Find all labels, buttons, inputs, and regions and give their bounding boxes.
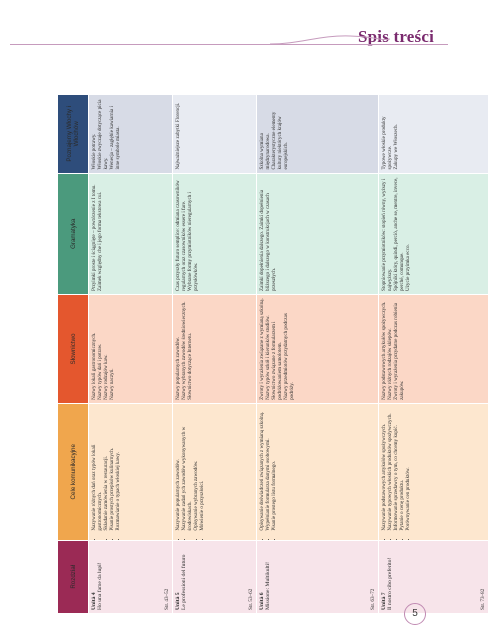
unit-title: Missione: Multikulti! — [265, 561, 272, 610]
list-item: • Porównywanie cen produktów. — [405, 407, 411, 531]
vocabulary-cell: Nazwy lokali gastronomicznych. Nazwy typów dań i potraw. Nazwy rodzajów kaw. Nazwy naczyń. — [89, 295, 173, 404]
unit-title: Il nostro cibo preferito! — [387, 557, 394, 610]
column-header-culture: Poznajemy Włochy i Włochów — [58, 95, 89, 174]
list-item: • Nazywanie podstawowych artykułów spożywczych. — [381, 407, 387, 531]
column-header-communication: Cele komunikacyjne — [58, 403, 89, 540]
page-title: Spis treści — [357, 27, 434, 46]
vocabulary-cell: Nazwy podstawowych artykułów spożywczych. Nazwy różnych rodzajów sklepów. Zwroty i wyrażenia przydatne podczas robienia zakupów. — [379, 295, 489, 404]
unit-pages: Str. 53–62 — [247, 588, 254, 610]
list-item: • Pisanie prostego listu formalnego. — [271, 407, 277, 531]
vocabulary-cell: Nazwy popularnych zawodów. Nazwy wybranych zawodów średniowiecznych. Słownictwo dotyczące Internetu. — [173, 295, 257, 404]
column-header-vocabulary: Słownictwo — [58, 295, 89, 404]
header-divider — [10, 44, 448, 45]
unit-cell — [257, 540, 379, 613]
column-header-unit: Rozdział — [58, 540, 89, 613]
culture-cell: Szkolna wymiana międzynarodowa. Charakterystyczne elementy kultury niektórych krajów europejskich. — [257, 95, 379, 174]
unit-title: Le professioni del futuro — [181, 554, 188, 610]
communication-cell — [89, 403, 173, 540]
toc-table — [57, 94, 489, 614]
culture-cell: Typowe włoskie produkty spożywcze. Zakupy we Włoszech. — [379, 95, 489, 174]
grammar-cell: Zaimki dopełnienia dalszego. Zaimki dopełnienia bliższego i dalszego w konstrukcjach w czasach przeszłych. — [257, 173, 379, 295]
unit-number: Unità 6 — [259, 592, 265, 610]
unit-pages: Str. 73–82 — [479, 588, 486, 610]
table-row — [379, 95, 489, 614]
list-item: • Wypełnianie formularza danymi osobowymi. — [265, 407, 271, 531]
culture-cell: Najważniejsze zabytki Florencji. — [173, 95, 257, 174]
grammar-cell: Czas przyszły futuro semplice: odmiana czasowników regularnych oraz czasowników essere i fare. Wybrane formy przymiotników nieregularnych i przysłówków. — [173, 173, 257, 295]
grammar-cell: Stopniowanie przymiotników: stopień równy, wyższy i najwyższy. Spójniki który, quindi, perciò, anche se, mentre, invece, perché, comunque. Użycie przyimka ecco. — [379, 173, 489, 295]
culture-cell: Włoskie potrawy. Włoskie zwyczaje dotyczące picia kawy. Wenecja – zagłębie kawiarnia i inne symbole miasta. — [89, 95, 173, 174]
unit-cell — [379, 540, 489, 613]
unit-cell — [89, 540, 173, 613]
list-item: • Informowanie sprzedawcy o tym, co chcemy kupić. — [393, 407, 399, 531]
unit-title: Ho una fame da lupi! — [97, 562, 104, 610]
unit-cell — [173, 540, 257, 613]
column-header-grammar: Gramatyka — [58, 173, 89, 295]
table-row — [89, 95, 173, 614]
list-item: • Pisanie prostych przepisów kulinarnych. — [109, 407, 115, 531]
unit-pages: Str. 63–72 — [369, 588, 376, 610]
list-item: • Nazywanie różnych dań oraz typów lokali gastronomicznych. — [91, 407, 103, 531]
unit-pages: Str. 43–52 — [163, 588, 170, 610]
communication-cell — [379, 403, 489, 540]
page-number: 5 — [404, 603, 426, 625]
list-item: • Rozmawianie o typach włoskiej kawy. — [115, 407, 121, 531]
list-item: • Składanie zamówienia w restauracji. — [103, 407, 109, 531]
list-item: • Nazywanie typowych włoskich produktów spożywczych. — [387, 407, 393, 531]
table-row — [257, 95, 379, 614]
list-item: • Nazywanie popularnych zawodów. — [175, 407, 181, 531]
communication-cell — [257, 403, 379, 540]
list-item: • Opisywanie doświadczeń związanych z wymianą szkolną. — [259, 407, 265, 531]
vocabulary-cell: Zwroty i wyrażenia związane z wymianą szkolną. Nazwy typów szkół i kierunków studiów. Słownictwo związane z formularzem i podróżowaniem samolotem. Nazwy przedmiotów przydatnych podczas podróży. — [257, 295, 379, 404]
unit-number: Unità 7 — [381, 592, 387, 610]
table-of-contents — [57, 94, 486, 614]
toc-rows — [89, 95, 489, 614]
grammar-cell: Przyimki proste i ściągnięte – powtórzenie z I tomu. Zaimek względny che i jego forma tekstowa cui. — [89, 173, 173, 295]
table-row — [173, 95, 257, 614]
unit-number: Unità 5 — [175, 592, 181, 610]
communication-cell — [173, 403, 257, 540]
list-item: • Opisywanie wybranych zawodów. — [193, 407, 199, 531]
list-item: • Nazywanie zadań ych zawodów wykonywanych w środowiskach. — [181, 407, 193, 531]
unit-number: Unità 4 — [91, 592, 97, 610]
list-item: • Pytanie o cenę produktu. — [399, 407, 405, 531]
list-item: • Mówienie o przyszłości. — [199, 407, 205, 531]
